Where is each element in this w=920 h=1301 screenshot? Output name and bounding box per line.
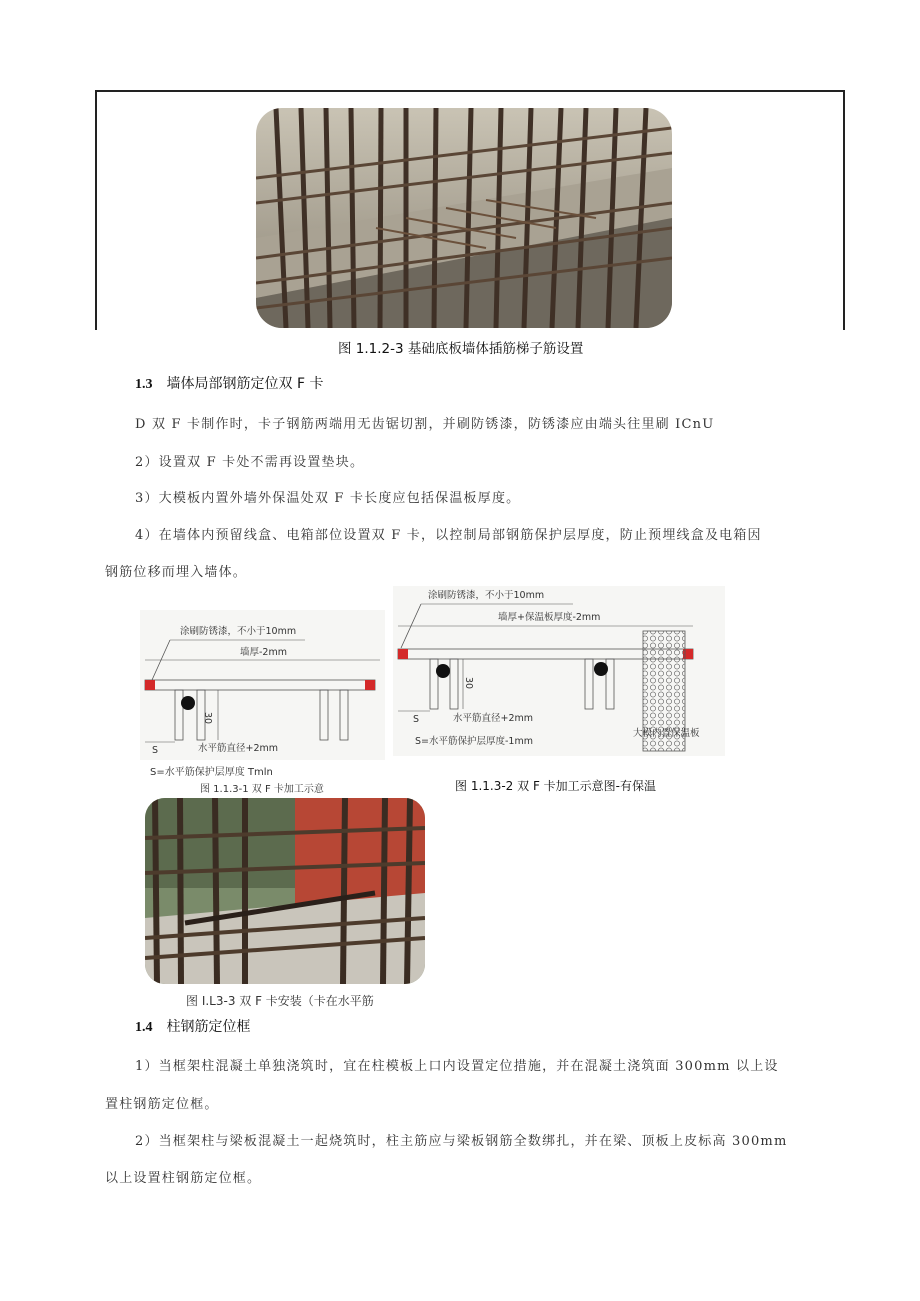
paragraph: 钢筋位移而埋入墙体。	[105, 565, 248, 580]
paragraph: 3）大模板内置外墙外保温处双 F 卡长度应包括保温板厚度。	[135, 491, 521, 506]
paragraph: 1）当框架柱混凝土单独浇筑时，宜在柱模板上口内设置定位措施，并在混凝土浇筑面 300mm 以上设	[135, 1059, 779, 1074]
double-f-clip-photo	[145, 798, 425, 984]
rebar-label: 水平筋直径+2mm	[198, 743, 279, 754]
section-heading	[135, 373, 323, 393]
paragraph: 置柱钢筋定位框。	[105, 1097, 219, 1112]
s-note: S=水平筋保护层厚度 Tmln	[150, 767, 273, 778]
red-marker	[398, 649, 408, 659]
paragraph: 2）设置双 F 卡处不需再设置垫块。	[135, 455, 365, 470]
s-note: S=水平筋保护层厚度-1mm	[415, 736, 533, 747]
s-label: S	[413, 714, 420, 725]
double-f-clip-diagram	[140, 610, 385, 760]
rebar-section	[436, 664, 450, 678]
double-f-clip-insulation-diagram	[393, 586, 725, 756]
s-label: S	[152, 745, 159, 756]
ladder-rebar-photo	[256, 108, 672, 328]
paragraph: 4）在墙体内预留线盒、电箱部位设置双 F 卡，以控制局部钢筋保护层厚度，防止预埋线盒及电箱因	[135, 528, 762, 543]
width-label: 墙厚-2mm	[240, 647, 287, 658]
rebar-label: 水平筋直径+2mm	[453, 713, 534, 724]
rebar-section	[181, 696, 195, 710]
section-number: 1.4	[135, 1020, 153, 1035]
red-marker	[365, 680, 375, 690]
section-number: 1.3	[135, 377, 153, 392]
dim-30: 30	[202, 712, 213, 725]
figure-caption: 图 1.1.3-2 双 F 卡加工示意图-有保温	[455, 779, 656, 793]
coating-note: 涂刷防锈漆，不小于10mm	[428, 590, 545, 601]
width-label: 墙厚+保温板厚度-2mm	[498, 612, 601, 623]
coating-note: 涂刷防锈漆，不小于10mm	[180, 626, 297, 637]
red-marker	[145, 680, 155, 690]
dim-30: 30	[463, 677, 474, 690]
figure-caption: 图 I.L3-3 双 F 卡安装（卡在水平筋	[186, 994, 374, 1008]
paragraph: 2）当框架柱与梁板混凝土一起烧筑时，柱主筋应与梁板钢筋全数绑扎，并在梁、顶板上皮标高 300mm	[135, 1134, 788, 1149]
figure-caption: 图 1.1.3-1 双 F 卡加工示意	[200, 784, 324, 795]
paragraph: 以上设置柱钢筋定位框。	[105, 1171, 262, 1186]
section-title: 柱钢筋定位框	[166, 1019, 251, 1035]
rebar-section	[594, 662, 608, 676]
paragraph: D 双 F 卡制作时，卡子钢筋两端用无齿锯切割，并刷防锈漆，防锈漆应由端头往里刷 ICnU	[135, 417, 715, 432]
section-heading	[135, 1016, 251, 1036]
insulation-label: 大模内置保温板	[633, 728, 700, 739]
section-title: 墙体局部钢筋定位双 F 卡	[166, 376, 324, 392]
figure-caption: 图 1.1.2-3 基础底板墙体插筋梯子筋设置	[338, 341, 584, 357]
